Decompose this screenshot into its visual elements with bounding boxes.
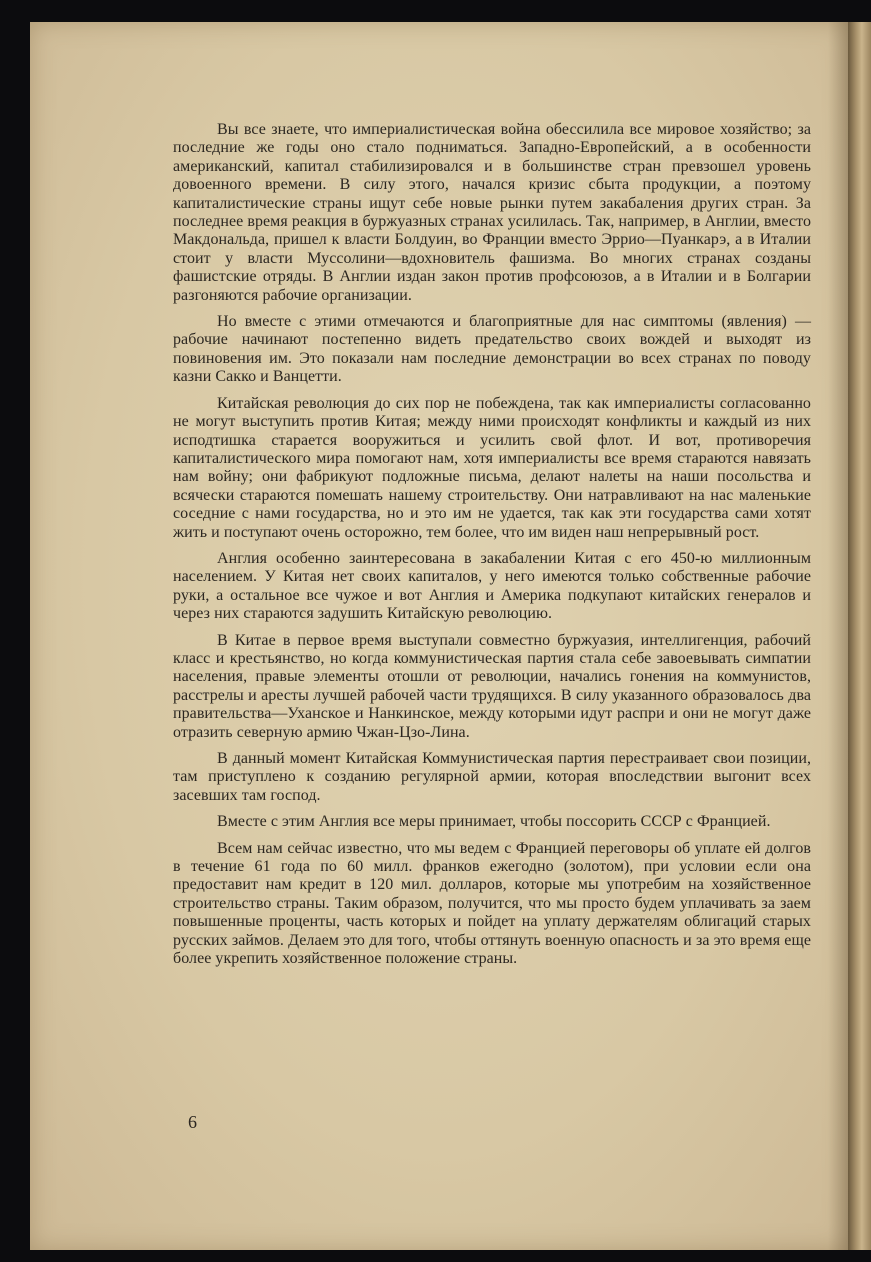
paragraph: Но вместе с этими отмечаются и благоприятные для нас симптомы (явления) — рабочие начинают постепенно видеть предательство своих вождей и выходят из повиновения им. Это показали нам последние демонстрации во всех странах по поводу казни Сакко и Ванцетти. xyxy=(173,313,811,386)
adjacent-page-edge xyxy=(848,22,871,1250)
paragraph: Всем нам сейчас известно, что мы ведем с Францией переговоры об уплате ей долгов в течение 61 года по 60 милл. франков ежегодно (золотом), при условии если она предоставит нам кредит в 120 мил. долларов, которые мы употребим на хозяйственное строительство страны. Таким образом, получится, что мы просто будем уплачивать за заем повышенные проценты, часть которых и пойдет на уплату держателям облигаций старых русских займов. Делаем это для того, чтобы оттянуть военную опасность и за это время еще более укрепить хозяйственное положение страны. xyxy=(173,839,811,968)
paragraph: Китайская революция до сих пор не побеждена, так как империалисты согласованно не могут выступить против Китая; между ними происходят конфликты и каждый из них исподтишка старается вооружиться и усилить свой флот. И вот, противоречия капиталистического мира помогают нам, хотя империалисты все время стараются навязать нам войну; они фабрикуют подложные письма, делают налеты на наши посольства и всячески стараются помешать нашему строительству. Они натравливают на нас маленькие соседние с нами государства, но и это им не удается, так как эти государства сами хотят жить и поступают очень осторожно, тем более, что им виден наш непрерывный рост. xyxy=(173,394,811,541)
paragraph: Вы все знаете, что империалистическая война обессилила все мировое хозяйство; за последние же годы оно стало подниматься. Западно-Европейский, а в особенности американский, капитал стабилизировался и в большинстве стран превзошел уровень довоенного времени. В силу этого, начался кризис сбыта продукции, а поэтому капиталистические страны ищут себе новые рынки путем закабаления других стран. За последнее время реакция в буржуазных странах усилилась. Так, например, в Англии, вместо Макдональда, пришел к власти Болдуин, во Франции вместо Эррио—Пуанкарэ, а в Италии стоит у власти Муссолини—вдохновитель фашизма. Во многих странах созданы фашистские отряды. В Англии издан закон против профсоюзов, а в Италии и в Болгарии разгоняются рабочие организации. xyxy=(173,121,811,304)
paragraph: В данный момент Китайская Коммунистическая партия перестраивает свои позиции, там приступлено к созданию регулярной армии, которая впоследствии выгонит всех засевших там господ. xyxy=(173,750,811,804)
paragraph: В Китае в первое время выступали совместно буржуазия, интеллигенция, рабочий класс и крестьянство, но когда коммунистическая партия стала себе завоевывать симпатии населения, правые элементы отошли от революции, начались гонения на коммунистов, расстрелы и аресты лучшей рабочей части трудящихся. В силу указанного образовалось два правительства—Уханское и Нанкинское, между которыми идут распри и они не могут даже отразить северную армию Чжан-Цзо-Лина. xyxy=(173,631,811,741)
body-text xyxy=(173,121,811,976)
paragraph: Англия особенно заинтересована в закабалении Китая с его 450-ю миллионным населением. У Китая нет своих капиталов, у него имеются только собственные рабочие руки, а остальное все чужое и вот Англия и Америка подкупают китайских генералов и через них стараются задушить Китайскую революцию. xyxy=(173,549,811,623)
paragraph: Вместе с этим Англия все меры принимает, чтобы поссорить СССР с Францией. xyxy=(217,813,771,831)
page-number: 6 xyxy=(188,1112,197,1132)
page-gutter-shadow xyxy=(828,22,850,1250)
